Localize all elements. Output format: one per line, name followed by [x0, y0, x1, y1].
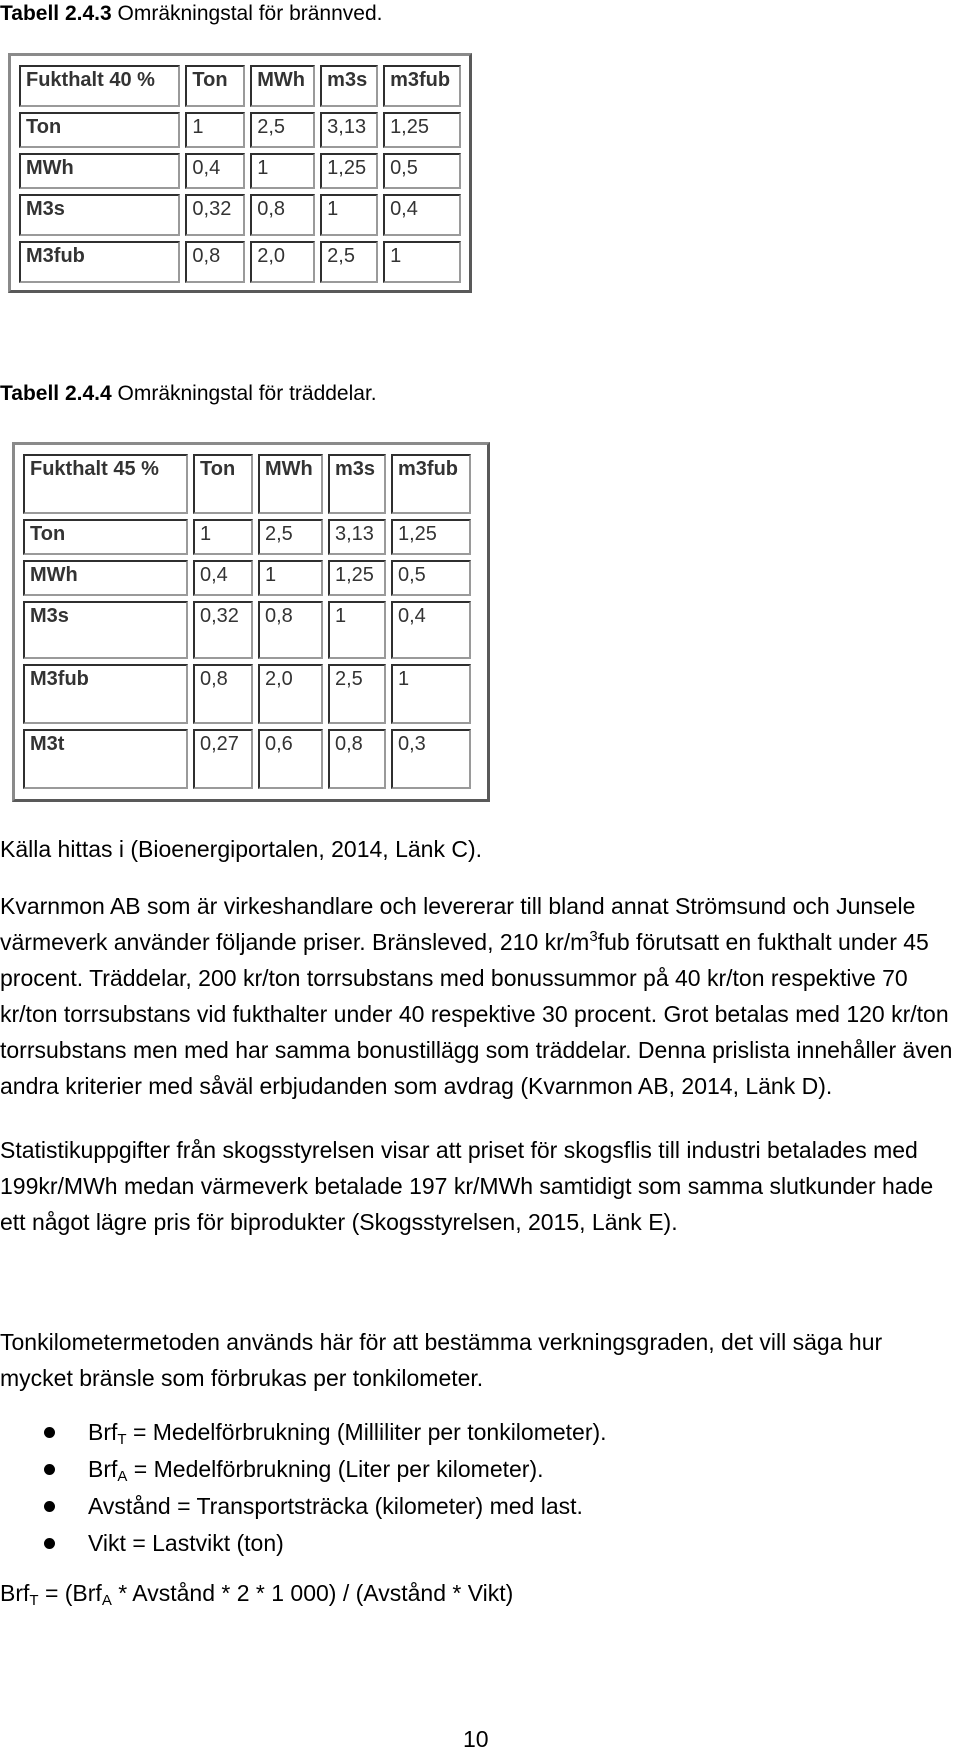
table-cell: 1: [250, 153, 315, 189]
table-cell: 0,27: [193, 729, 253, 789]
table-cell: 1: [328, 601, 386, 659]
table-cell: 0,8: [328, 729, 386, 789]
table2-caption-label: Tabell 2.4.4: [0, 382, 112, 405]
bullet-icon: [44, 1427, 55, 1438]
table1-frame: [8, 53, 472, 293]
table2-traddelar: [18, 449, 476, 794]
table-cell: 0,8: [250, 194, 315, 236]
formula-mid: = (Brf: [38, 1580, 102, 1606]
paragraph-kvarnmon-text-a: Kvarnmon AB som är virkeshandlare och levererar till bland annat Strömsund och Junsele värmeverk använder följande priser. Bränsleved, 210 kr/m: [0, 893, 916, 955]
table-row-header: MWh: [23, 560, 188, 596]
table-row-header: M3s: [19, 194, 180, 236]
table-cell: 1,25: [328, 560, 386, 596]
table-cell: 2,5: [320, 241, 378, 283]
table-row: [19, 241, 461, 283]
table-row: [23, 519, 471, 555]
list-item: [0, 1488, 607, 1525]
table2-header-cell: Ton: [193, 454, 253, 514]
table-row-header: Ton: [23, 519, 188, 555]
table-row: [23, 664, 471, 724]
variable-list: [0, 1414, 607, 1562]
table-cell: 0,4: [185, 153, 245, 189]
table1-header-cell: Fukthalt 40 %: [19, 65, 180, 107]
formula-lhs: Brf: [0, 1580, 30, 1606]
var-definition: = Medelförbrukning (Liter per kilometer).: [127, 1456, 544, 1482]
superscript-3: 3: [589, 928, 598, 945]
table2-header-cell: MWh: [258, 454, 323, 514]
table1-header-row: [19, 65, 461, 107]
table-cell: 1: [320, 194, 378, 236]
table-cell: 0,4: [391, 601, 471, 659]
table-row-header: M3t: [23, 729, 188, 789]
table-cell: 1: [193, 519, 253, 555]
table2-header-cell: m3fub: [391, 454, 471, 514]
page-number: 10: [463, 1726, 489, 1752]
table-cell: 0,3: [391, 729, 471, 789]
source-note: Källa hittas i (Bioenergiportalen, 2014, Länk C).: [0, 836, 483, 862]
table-row-header: M3fub: [19, 241, 180, 283]
table-cell: 0,6: [258, 729, 323, 789]
table-cell: 2,5: [258, 519, 323, 555]
table-cell: 0,8: [193, 664, 253, 724]
table2-caption: [0, 382, 377, 406]
paragraph-statistik: Statistikuppgifter från skogsstyrelsen visar att priset för skogsflis till industri betalades med 199kr/MWh medan värmeverk betalade 197 kr/MWh samtidigt som samma slutkunder hade ett något lägre pris för biprodukter (Skogsstyrelsen, 2015, Länk E).: [0, 1137, 934, 1235]
table-cell: 1,25: [383, 112, 461, 148]
table-cell: 0,4: [383, 194, 461, 236]
var-sub: A: [117, 1468, 128, 1485]
table1-header-cell: m3s: [320, 65, 378, 107]
table-cell: 1,25: [320, 153, 378, 189]
list-item: [0, 1525, 607, 1562]
bullet-icon: [44, 1538, 55, 1549]
table-row-header: Ton: [19, 112, 180, 148]
table1-caption: [0, 2, 382, 26]
table1-header-cell: MWh: [250, 65, 315, 107]
table-row: [23, 560, 471, 596]
table1-caption-label: Tabell 2.4.3: [0, 2, 112, 25]
table2-caption-text: Omräkningstal för träddelar.: [111, 382, 377, 405]
var-definition: Vikt = Lastvikt (ton): [88, 1530, 284, 1556]
table1-header-cell: Ton: [185, 65, 245, 107]
table-cell: 2,5: [250, 112, 315, 148]
var-definition: Avstånd = Transportsträcka (kilometer) med last.: [88, 1493, 583, 1519]
paragraph-tonkilometer: Tonkilometermetoden används här för att bestämma verkningsgraden, det vill säga hur mycket bränsle som förbrukas per tonkilometer.: [0, 1329, 883, 1391]
table1-header-cell: m3fub: [383, 65, 461, 107]
table-cell: 3,13: [320, 112, 378, 148]
table-cell: 1: [383, 241, 461, 283]
var-base: Brf: [88, 1456, 118, 1482]
paragraph-kvarnmon-text-b: fub förutsatt en fukthalt under 45 procent. Träddelar, 200 kr/ton torrsubstans med bonussummor på 40 kr/ton respektive 70 kr/ton torrsubstans vid fukthalter under 40 respektive 30 procent. Grot betalas med 120 kr/ton torrsubstans men med har samma bonustillägg som träddelar. Denna prislista innehåller även andra kriterier med såväl erbjudanden som avdrag (Kvarnmon AB, 2014, Länk D).: [0, 929, 953, 1099]
formula: [0, 1580, 513, 1607]
table-cell: 1: [258, 560, 323, 596]
table2-header-cell: m3s: [328, 454, 386, 514]
table2-header-cell: Fukthalt 45 %: [23, 454, 188, 514]
table-cell: 1,25: [391, 519, 471, 555]
table-cell: 2,0: [258, 664, 323, 724]
table-row: [19, 194, 461, 236]
table-cell: 1: [391, 664, 471, 724]
table1-caption-text: Omräkningstal för brännved.: [111, 2, 383, 25]
table-row-header: M3s: [23, 601, 188, 659]
bullet-icon: [44, 1464, 55, 1475]
table-cell: 0,32: [185, 194, 245, 236]
var-base: Brf: [88, 1419, 118, 1445]
table-cell: 0,5: [383, 153, 461, 189]
formula-mid-sub: A: [101, 1592, 112, 1609]
table-row: [19, 153, 461, 189]
table-row-header: M3fub: [23, 664, 188, 724]
table-cell: 2,5: [328, 664, 386, 724]
list-item: [0, 1414, 607, 1451]
table-row: [23, 601, 471, 659]
list-item: [0, 1451, 607, 1488]
formula-lhs-sub: T: [29, 1592, 39, 1609]
table-cell: 0,4: [193, 560, 253, 596]
table1-brannved: [14, 60, 466, 288]
var-definition: = Medelförbrukning (Milliliter per tonkilometer).: [126, 1419, 607, 1445]
table-cell: 0,8: [185, 241, 245, 283]
table-row-header: MWh: [19, 153, 180, 189]
table-cell: 0,8: [258, 601, 323, 659]
table2-header-row: [23, 454, 471, 514]
var-sub: T: [117, 1431, 127, 1448]
formula-rest: * Avstånd * 2 * 1 000) / (Avstånd * Vikt): [111, 1580, 514, 1606]
table-cell: 2,0: [250, 241, 315, 283]
table-cell: 0,5: [391, 560, 471, 596]
table-row: [23, 729, 471, 789]
table2-frame: [12, 442, 490, 802]
bullet-icon: [44, 1501, 55, 1512]
table-cell: 0,32: [193, 601, 253, 659]
table-cell: 3,13: [328, 519, 386, 555]
paragraph-kvarnmon: [0, 888, 960, 1104]
table-row: [19, 112, 461, 148]
table-cell: 1: [185, 112, 245, 148]
